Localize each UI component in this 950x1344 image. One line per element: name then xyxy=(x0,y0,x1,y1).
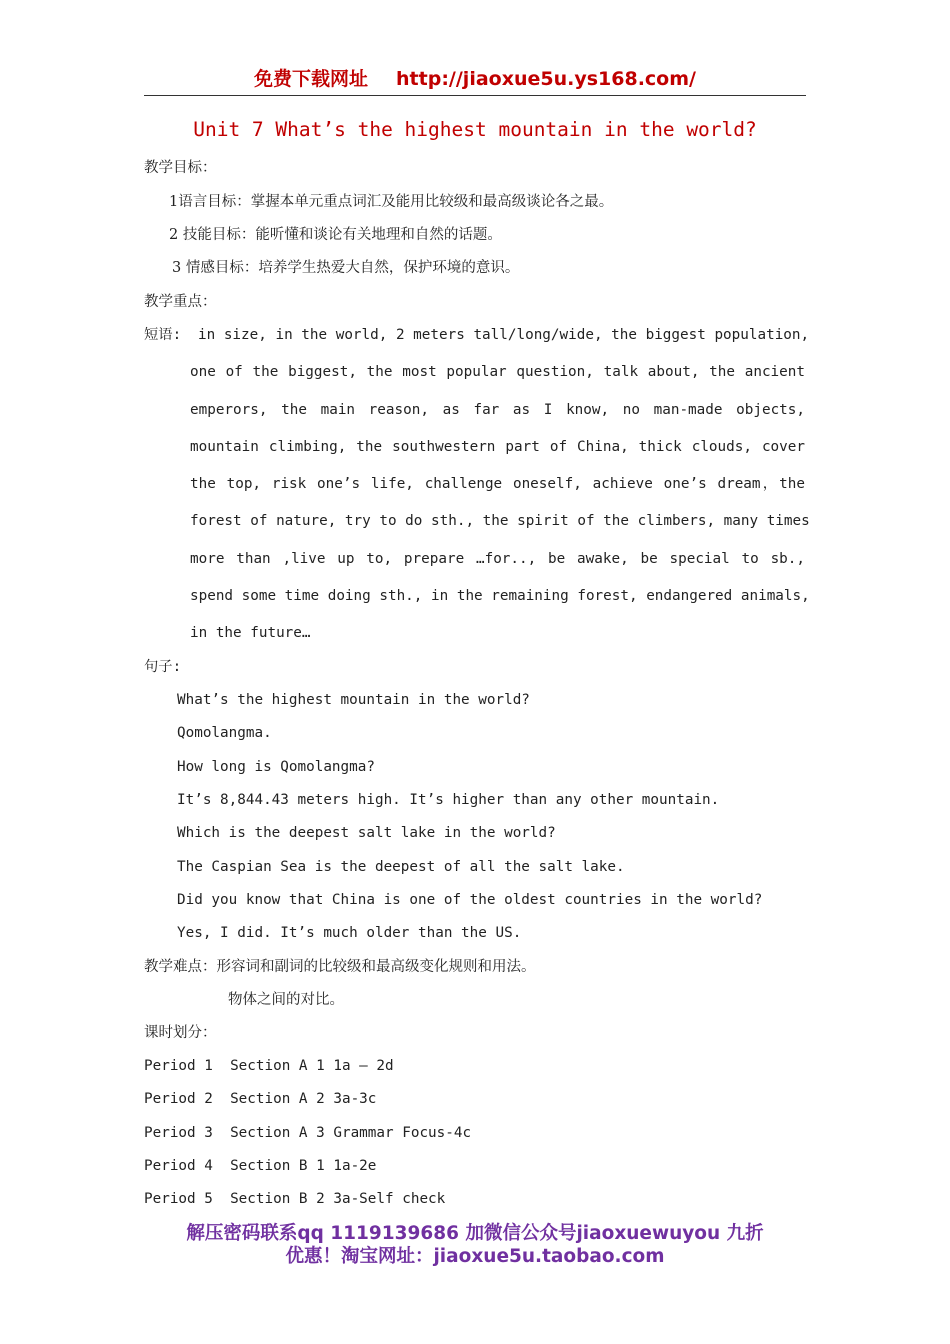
footer-line-1: 解压密码联系qq 1119139686 加微信公众号jiaoxuewuyou 九折 xyxy=(186,1223,764,1244)
objectives-heading: 教学目标： xyxy=(144,160,217,176)
header-label: 免费下载网址 xyxy=(254,68,369,90)
sentence-line: What’s the highest mountain in the world? xyxy=(177,692,530,708)
phrase-line: one of the biggest, the most popular question, talk about, the ancient xyxy=(190,364,805,380)
difficulties-heading xyxy=(144,957,536,977)
phrase-line: mountain climbing, the southwestern part of China, thick clouds, cover xyxy=(190,439,805,455)
footer-line-2: 优惠！淘宝网址：jiaoxue5u.taobao.com xyxy=(285,1246,665,1267)
periods-heading: 课时划分： xyxy=(144,1025,217,1041)
phrase-line: in size, in the world, 2 meters tall/long/wide, the biggest population, xyxy=(198,327,810,343)
period-item: Period 3 Section A 3 Grammar Focus-4c xyxy=(144,1125,472,1141)
period-item: Period 2 Section A 2 3a-3c xyxy=(144,1091,377,1107)
difficulty-item: 形容词和副词的比较级和最高级变化规则和用法。 xyxy=(216,959,536,975)
difficulties-label: 教学难点： xyxy=(144,959,217,975)
objective-language: 1语言目标：掌握本单元重点词汇及能用比较级和最高级谈论各之最。 xyxy=(169,194,614,210)
objective-emotion: 3 情感目标：培养学生热爱大自然，保护环境的意识。 xyxy=(172,260,520,276)
period-item: Period 4 Section B 1 1a-2e xyxy=(144,1158,377,1174)
header-url-link[interactable]: http://jiaoxue5u.ys168.com/ xyxy=(396,68,696,90)
sentence-line: It’s 8,844.43 meters high. It’s higher than any other mountain. xyxy=(177,792,720,808)
phrases-label: 短语: xyxy=(144,327,182,343)
phrase-line: emperors, the main reason, as far as I know, no man-made objects, xyxy=(190,402,805,418)
phrase-line: in the future… xyxy=(190,625,311,641)
sentence-line: Which is the deepest salt lake in the world? xyxy=(177,825,556,841)
sentence-line: Qomolangma. xyxy=(177,725,272,741)
period-item: Period 5 Section B 2 3a-Self check xyxy=(144,1191,446,1207)
phrase-line: more than ,live up to, prepare …for.., be awake, be special to sb., xyxy=(190,551,805,567)
page-header xyxy=(144,62,806,96)
period-item: Period 1 Section A 1 1a – 2d xyxy=(144,1058,394,1074)
phrase-line: the top, risk one’s life, challenge oneself, achieve one’s dream，the xyxy=(190,476,805,492)
sentence-line: The Caspian Sea is the deepest of all the salt lake. xyxy=(177,859,625,875)
sentence-line: Did you know that China is one of the oldest countries in the world? xyxy=(177,892,763,908)
objective-skill: 2 技能目标：能听懂和谈论有关地理和自然的话题。 xyxy=(169,227,502,243)
unit-title: Unit 7 What’s the highest mountain in the world? xyxy=(193,118,757,141)
phrase-line: forest of nature, try to do sth., the spirit of the climbers, many times xyxy=(190,513,810,529)
phrase-line: spend some time doing sth., in the remaining forest, endangered animals, xyxy=(190,588,810,604)
sentence-line: How long is Qomolangma? xyxy=(177,759,375,775)
sentences-label: 句子: xyxy=(144,659,182,675)
key-points-heading: 教学重点： xyxy=(144,294,217,310)
difficulty-item: 物体之间的对比。 xyxy=(228,992,344,1008)
sentence-line: Yes, I did. It’s much older than the US. xyxy=(177,925,522,941)
